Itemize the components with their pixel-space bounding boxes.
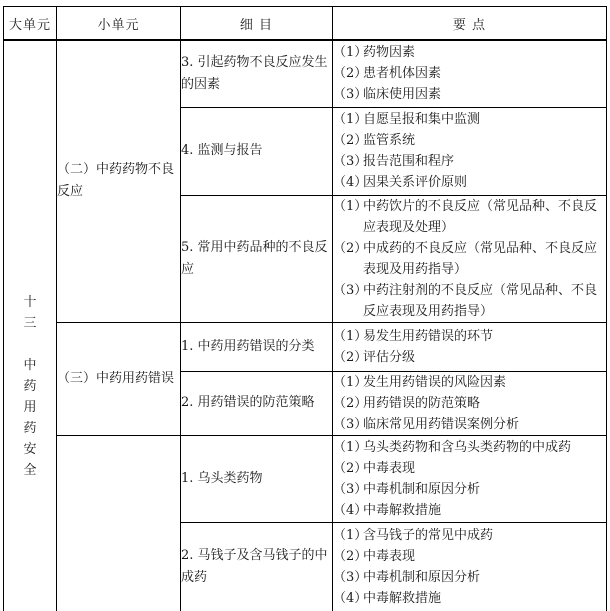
item-cell <box>181 195 333 322</box>
point-text: 中成药的不良反应（常见品种、不良反应表现及用药指导） <box>363 240 598 277</box>
point-number: （4） <box>333 591 368 606</box>
point-item <box>333 151 606 172</box>
item-cell <box>181 435 333 522</box>
header-sub-label: 小单元 <box>97 17 140 33</box>
points-cell <box>333 522 607 611</box>
header-unit-label: 大单元 <box>8 17 51 33</box>
point-item <box>333 458 606 479</box>
item-cell <box>181 40 333 107</box>
point-item <box>333 109 606 130</box>
points-cell <box>333 107 607 195</box>
point-number: （2） <box>333 66 368 82</box>
point-text: 中药饮片的不良反应（常见品种、不良反应表现及处理） <box>363 198 598 235</box>
point-number: （4） <box>333 502 368 518</box>
point-text: 中毒表现 <box>363 549 416 564</box>
table-row <box>4 322 607 371</box>
item-cell <box>181 107 333 195</box>
unit-char: 中 <box>23 358 37 373</box>
unit-char: 药 <box>23 421 37 436</box>
table-row <box>4 40 607 107</box>
point-text: 中毒机制和原因分析 <box>363 481 481 497</box>
item-cell <box>181 522 333 611</box>
point-number: （3） <box>333 416 368 432</box>
item-label: 1. 中药用药错误的分类 <box>181 338 315 354</box>
point-text: 药物因素 <box>363 45 416 61</box>
point-item <box>333 500 606 521</box>
point-item <box>333 546 606 567</box>
point-number: （3） <box>333 570 368 585</box>
point-item <box>333 437 606 458</box>
item-cell <box>181 371 333 435</box>
points-cell <box>333 322 607 371</box>
point-number: （1） <box>333 45 368 61</box>
point-item <box>333 238 606 280</box>
header-item-label: 细 目 <box>239 17 274 33</box>
point-text: 发生用药错误的风险因素 <box>363 374 507 390</box>
points-cell <box>333 435 607 522</box>
unit-title <box>22 292 38 481</box>
point-item <box>333 588 606 609</box>
point-text: 乌头类药物和含乌头类药物的中成药 <box>363 439 572 455</box>
point-item <box>333 347 606 368</box>
points-cell <box>333 371 607 435</box>
point-item <box>333 42 606 63</box>
point-text: 易发生用药错误的环节 <box>363 328 494 344</box>
header-point <box>333 7 607 41</box>
item-label: 1. 乌头类药物 <box>181 470 263 486</box>
point-text: 因果关系评价原则 <box>363 175 468 190</box>
point-number: （3） <box>333 282 368 298</box>
point-item <box>333 414 606 435</box>
table-row <box>4 435 607 522</box>
point-text: 用药错误的防范策略 <box>363 395 481 411</box>
point-item <box>333 84 606 105</box>
unit-char: 三 <box>23 316 37 331</box>
point-number: （3） <box>333 87 368 103</box>
point-number: （1） <box>333 198 368 214</box>
sub-unit-label: （二）中药药物不良反应 <box>57 162 175 200</box>
point-text: 中毒解救措施 <box>363 591 442 606</box>
header-unit <box>4 7 57 41</box>
point-item <box>333 280 606 322</box>
point-item <box>333 372 606 393</box>
point-number: （2） <box>333 460 368 476</box>
point-item <box>333 567 606 588</box>
point-item <box>333 479 606 500</box>
table-body <box>4 40 607 611</box>
point-number: （3） <box>333 154 368 169</box>
header-item <box>181 7 333 41</box>
point-item <box>333 172 606 193</box>
sub-unit-label: （三）中药用药错误 <box>57 370 175 386</box>
point-number: （2） <box>333 395 368 411</box>
point-number: （1） <box>333 328 368 344</box>
point-text: 含马钱子的常见中成药 <box>363 528 494 543</box>
unit-char: 药 <box>23 379 37 394</box>
header-row <box>4 7 607 41</box>
point-item <box>333 525 606 546</box>
item-label: 2. 用药错误的防范策略 <box>181 395 315 410</box>
point-text: 临床常见用药错误案例分析 <box>363 416 520 432</box>
points-cell <box>333 40 607 107</box>
point-text: 中毒表现 <box>363 460 416 476</box>
sub-unit-cell <box>57 322 181 435</box>
unit-cell <box>4 40 57 611</box>
point-text: 临床使用因素 <box>363 87 442 103</box>
unit-char: 用 <box>23 400 37 415</box>
point-item <box>333 196 606 238</box>
point-number: （3） <box>333 481 368 497</box>
item-label: 2. 马钱子及含马钱子的中成药 <box>181 548 328 585</box>
point-number: （1） <box>333 112 368 127</box>
point-number: （2） <box>333 549 368 564</box>
item-label: 5. 常用中药品种的不良反应 <box>181 239 328 277</box>
item-cell <box>181 322 333 371</box>
point-text: 中毒机制和原因分析 <box>363 570 481 585</box>
point-number: （1） <box>333 439 368 455</box>
point-number: （1） <box>333 374 368 390</box>
syllabus-table <box>3 6 607 611</box>
point-text: 患者机体因素 <box>363 66 442 82</box>
point-number: （2） <box>333 133 368 148</box>
header-point-label: 要 点 <box>452 17 487 33</box>
point-text: 中药注射剂的不良反应（常见品种、不良反应表现及用药指导） <box>363 282 598 319</box>
point-item <box>333 130 606 151</box>
point-text: 评估分级 <box>363 349 416 365</box>
point-text: 监管系统 <box>363 133 416 148</box>
point-text: 中毒解救措施 <box>363 502 442 518</box>
unit-char: 十 <box>23 295 37 310</box>
point-item <box>333 63 606 84</box>
point-item <box>333 326 606 347</box>
point-text: 自愿呈报和集中监测 <box>363 112 481 127</box>
point-text: 报告范围和程序 <box>363 154 455 169</box>
point-number: （2） <box>333 240 368 256</box>
unit-char <box>22 334 38 355</box>
point-number: （1） <box>333 528 368 543</box>
point-number: （4） <box>333 175 368 190</box>
unit-char: 全 <box>23 463 37 478</box>
item-label: 3. 引起药物不良反应发生的因素 <box>181 54 328 92</box>
unit-char: 安 <box>23 442 37 457</box>
header-sub <box>57 7 181 41</box>
sub-unit-cell <box>57 435 181 611</box>
item-label: 4. 监测与报告 <box>181 143 263 158</box>
point-number: （2） <box>333 349 368 365</box>
point-item <box>333 393 606 414</box>
points-cell <box>333 195 607 322</box>
sub-unit-cell <box>57 40 181 322</box>
